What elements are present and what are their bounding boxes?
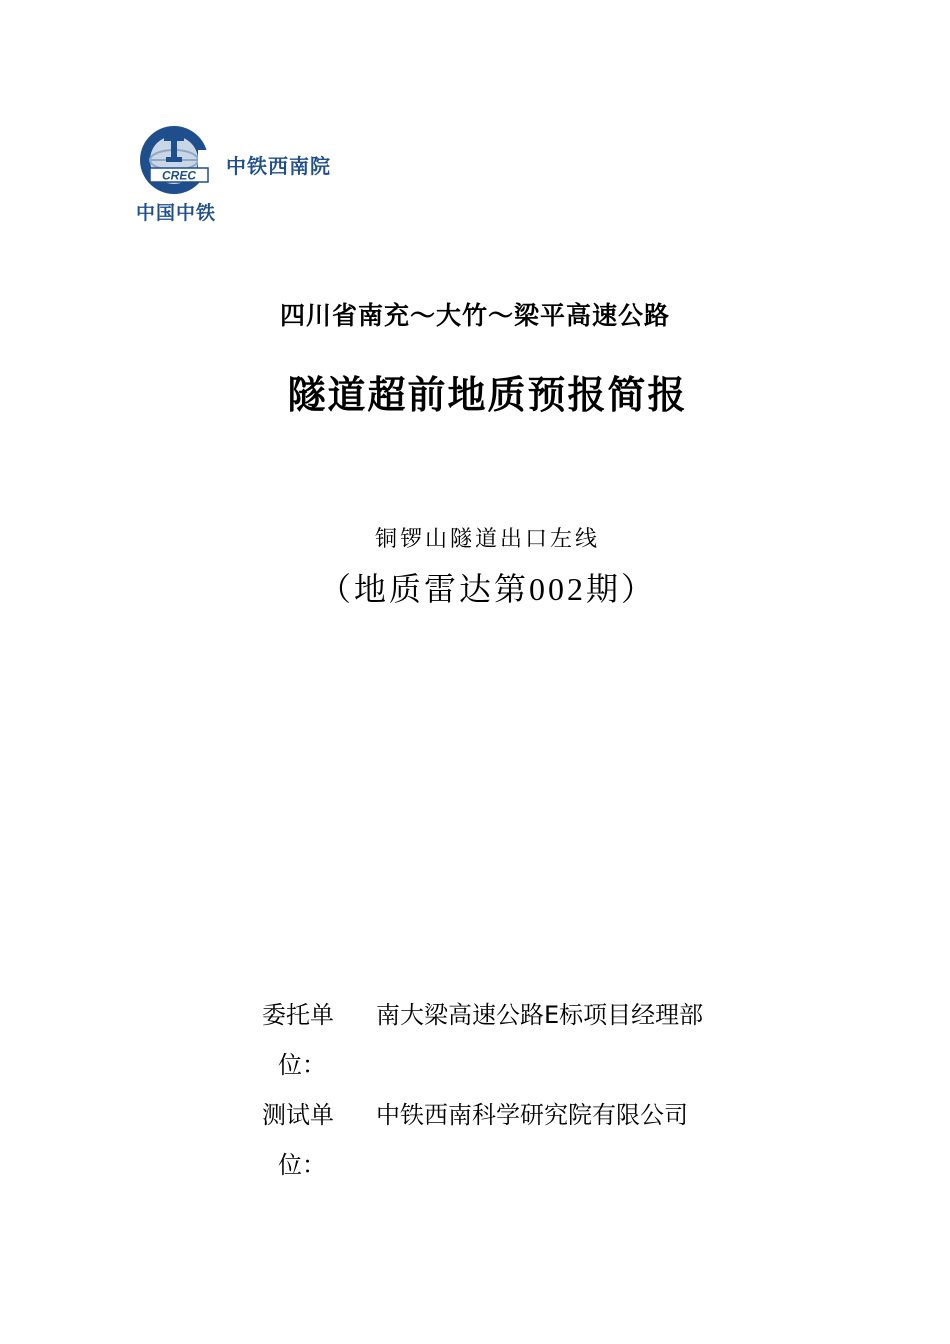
logo-company-name: 中铁西南院 [226,154,331,178]
client-label [262,990,376,1090]
client-value: 南大梁高速公路E标项目经理部 [376,1001,704,1029]
tester-label [262,1090,376,1190]
crec-emblem-icon [136,124,220,196]
project-title: 四川省南充～大竹～梁平高速公路 [279,301,670,330]
client-label-line2: 位： [278,1051,326,1079]
tester-row [262,1090,732,1190]
logo-group-name: 中国中铁 [136,202,217,224]
report-title: 隧道超前地质预报简报 [287,373,688,417]
client-row [262,990,732,1090]
tester-label-line1: 测试单 [262,1101,334,1129]
tester-label-line2: 位： [278,1151,326,1179]
tester-value: 中铁西南科学研究院有限公司 [376,1101,688,1129]
company-logo [136,124,376,224]
crec-mark-text: CREC [161,168,197,183]
issue-number: （地质雷达第002期） [318,571,656,607]
client-label-line1: 委托单 [262,1001,334,1029]
tunnel-name: 铜锣山隧道出口左线 [374,527,600,552]
report-info-table [262,990,732,1190]
